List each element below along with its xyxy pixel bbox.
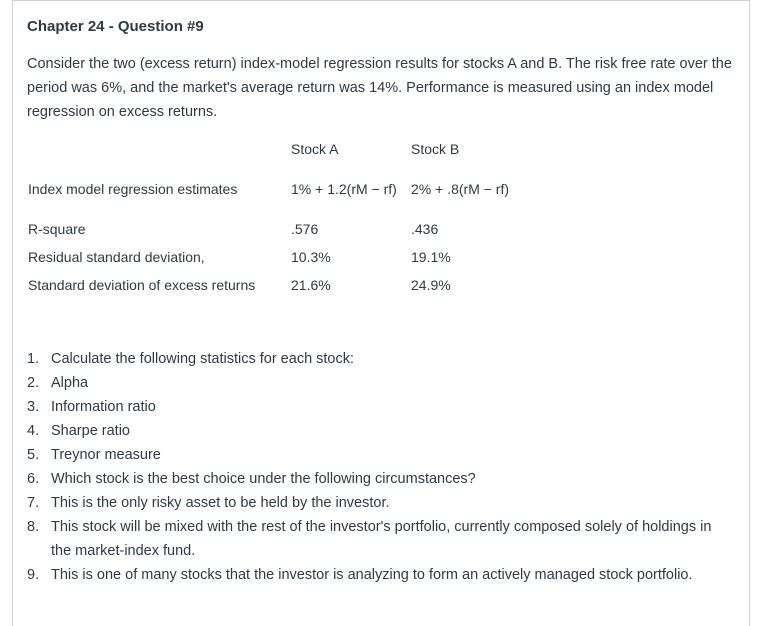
list-item: 2. Alpha: [27, 375, 89, 391]
cell-a-regression: 1% + 1.2(rM − rf): [291, 181, 397, 197]
list-item: 1. Calculate the following statistics for each stock:: [27, 351, 355, 367]
col-header-stock-a: Stock A: [291, 141, 339, 157]
list-item: 8. This stock will be mixed with the rest of the investor's portfolio, currently composed solely of holdings in the market-index fund.: [27, 519, 712, 559]
list-item: 6. Which stock is the best choice under the following circumstances?: [27, 471, 476, 487]
list-item: 7. This is the only risky asset to be held by the investor.: [27, 495, 390, 511]
row-label-excess-sd: Standard deviation of excess returns: [28, 277, 256, 293]
cell-b-r-square: .436: [411, 221, 439, 237]
row-label-regression: Index model regression estimates: [28, 181, 238, 197]
row-label-residual-sd: Residual standard deviation,: [28, 249, 205, 265]
cell-a-excess-sd: 21.6%: [291, 277, 331, 293]
list-item: 5. Treynor measure: [27, 447, 161, 463]
cell-a-r-square: .576: [291, 221, 319, 237]
cell-a-residual-sd: 10.3%: [291, 249, 331, 265]
list-item: 9. This is one of many stocks that the investor is analyzing to form an actively managed stock portfolio.: [27, 567, 693, 583]
cell-b-residual-sd: 19.1%: [411, 249, 451, 265]
cell-b-regression: 2% + .8(rM − rf): [411, 181, 510, 197]
cell-b-excess-sd: 24.9%: [411, 277, 451, 293]
question-card: [12, 0, 750, 626]
col-header-stock-b: Stock B: [411, 141, 460, 157]
row-label-r-square: R-square: [28, 221, 86, 237]
question-list: [27, 347, 727, 587]
question-title: Chapter 24 - Question #9: [27, 18, 204, 35]
question-intro: Consider the two (excess return) index-model regression results for stocks A and B. The risk free rate over the period was 6%, and the market's average return was 14%. Performance is measured using an index model regression on excess returns.: [27, 56, 732, 120]
list-item: 3. Information ratio: [27, 399, 156, 415]
list-item: 4. Sharpe ratio: [27, 423, 130, 439]
